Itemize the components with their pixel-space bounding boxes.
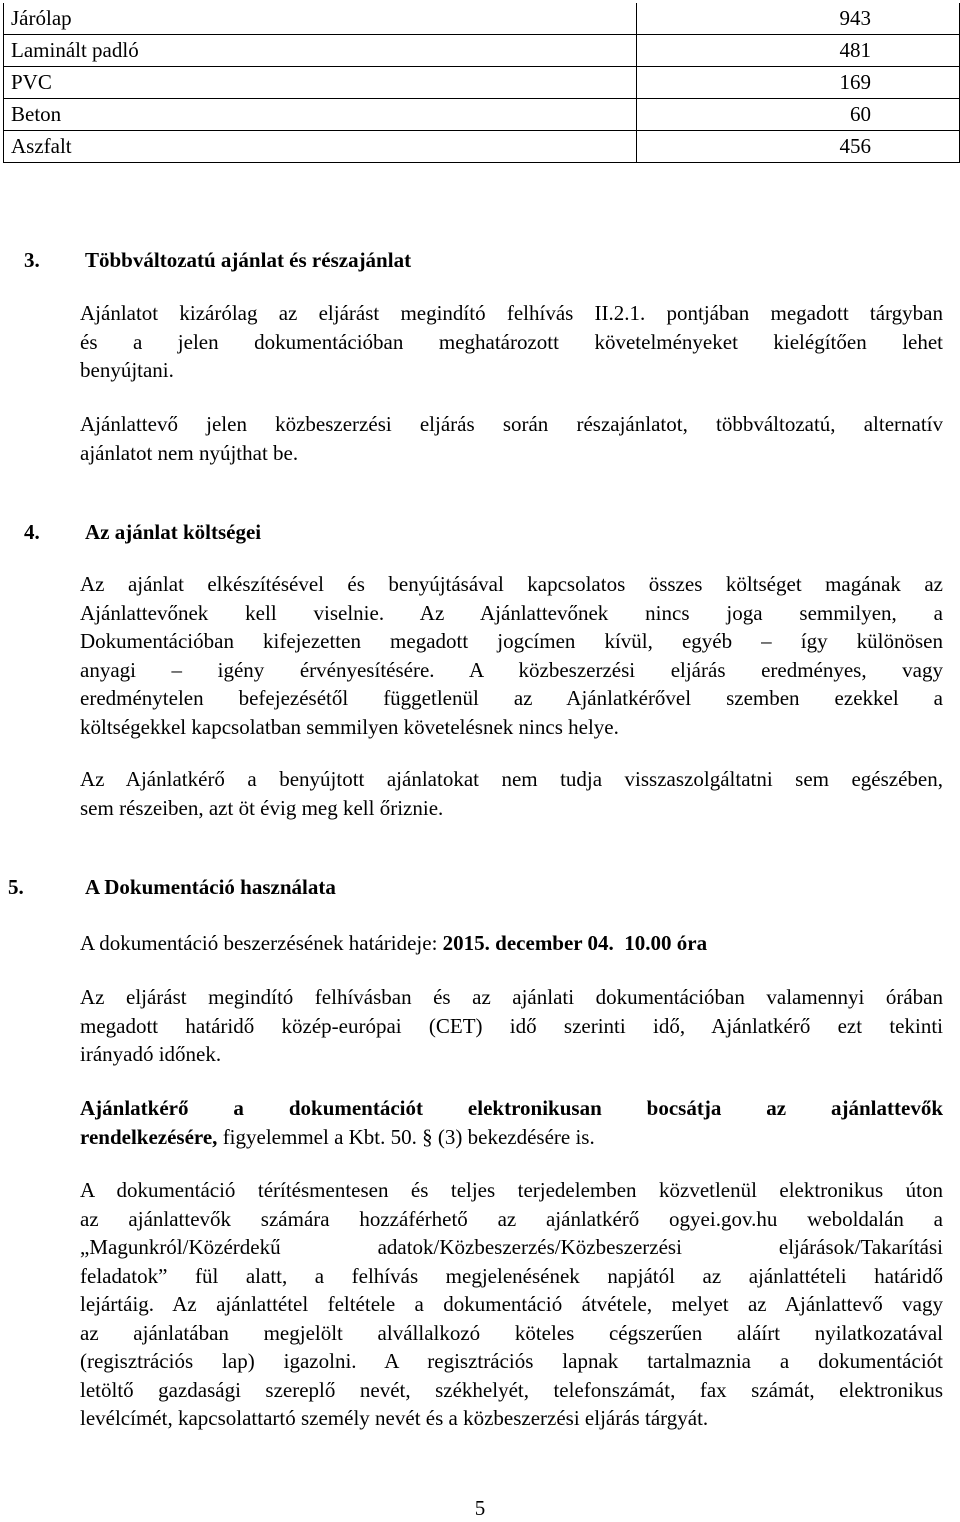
section-3-paragraph-1 bbox=[80, 299, 943, 385]
section-title: Az ajánlat költségei bbox=[85, 520, 262, 544]
bold-text: rendelkezésére, bbox=[80, 1124, 218, 1149]
plain-text: figyelemmel a Kbt. 50. § (3) bekezdésére is. bbox=[217, 1124, 595, 1149]
table-row bbox=[4, 3, 960, 35]
text-line: sem részeiben, azt öt évig meg kell őriznie. bbox=[80, 795, 444, 820]
table-row bbox=[4, 131, 960, 163]
text-line: benyújtani. bbox=[80, 358, 174, 382]
text-line: Az eljárást megindító felhívásban és az ajánlati dokumentációban valamennyi órában bbox=[80, 985, 943, 1009]
table-cell-name: Járólap bbox=[4, 3, 637, 35]
section-number: 3. bbox=[24, 248, 40, 272]
deadline-value: 2015. december 04. 10.00 óra bbox=[442, 931, 708, 955]
table-row bbox=[4, 67, 960, 99]
text-line: Ajánlatot kizárólag az eljárást megindító felhívás II.2.1. pontjában megadott tárgyban bbox=[80, 301, 943, 325]
text-line: lejártáig. Az ajánlattétel feltétele a dokumentáció átvétele, melyet az Ajánlattevő vagy bbox=[80, 1292, 943, 1316]
section-4-paragraph-2 bbox=[80, 765, 943, 822]
section-number: 4. bbox=[24, 520, 40, 544]
text-line: A dokumentáció térítésmentesen és teljes terjedelemben közvetlenül elektronikus úton bbox=[80, 1178, 943, 1202]
text-line: Az Ajánlatkérő a benyújtott ajánlatokat nem tudja visszaszolgáltatni sem egészében, bbox=[80, 767, 943, 791]
section-5-paragraph-3 bbox=[80, 1094, 943, 1151]
table-cell-value: 481 bbox=[636, 35, 959, 67]
text-line: levélcímét, kapcsolattartó személy nevét és a közbeszerzési eljárás tárgyát. bbox=[80, 1406, 709, 1430]
text-line: költségekkel kapcsolatban semmilyen követelésnek nincs helye. bbox=[80, 714, 619, 739]
table-row bbox=[4, 99, 960, 131]
text-line: anyagi – igény érvényesítésére. A közbeszerzési eljárás eredményes, vagy bbox=[80, 657, 943, 682]
material-table bbox=[3, 3, 960, 163]
text-line: feladatok” fül alatt, a felhívás megjelenésének napjától az ajánlattételi határidő bbox=[80, 1263, 943, 1288]
text-line: Ajánlatkérő a dokumentációt elektronikusan bocsátja az ajánlattevők bbox=[80, 1096, 943, 1120]
text-line: (regisztrációs lap) igazolni. A regisztrációs lapnak tartalmaznia a dokumentációt bbox=[80, 1349, 943, 1373]
text-line: ajánlatot nem nyújthat be. bbox=[80, 440, 299, 465]
text-line: és a jelen dokumentációban meghatározott követelményeket kielégítően lehet bbox=[80, 329, 943, 354]
text-line: letöltő gazdasági szereplő nevét, székhelyét, telefonszámát, fax számát, elektronikus bbox=[80, 1377, 943, 1402]
table-cell-name: Laminált padló bbox=[4, 35, 637, 67]
section-5-paragraph-2 bbox=[80, 983, 943, 1069]
text-line: eredménytelen befejezésétől függetlenül az Ajánlatkérővel szemben ezekkel a bbox=[80, 686, 943, 710]
text-line: Az ajánlat elkészítésével és benyújtásával kapcsolatos összes költséget magának az bbox=[80, 572, 943, 596]
text-line: Dokumentációban kifejezetten megadott jogcímen kívül, egyéb – így különösen bbox=[80, 629, 943, 653]
text-line: irányadó időnek. bbox=[80, 1042, 222, 1066]
section-4-paragraph-1 bbox=[80, 570, 943, 741]
text-line: az ajánlattevők számára hozzáférhető az ajánlatkérő ogyei.gov.hu weboldalán a bbox=[80, 1206, 943, 1231]
table-cell-name: Beton bbox=[4, 99, 637, 131]
section-title: A Dokumentáció használata bbox=[85, 875, 336, 899]
text-line: az ajánlatában megjelölt alvállalkozó köteles cégszerűen aláírt nyilatkozatával bbox=[80, 1320, 943, 1345]
section-3-paragraph-2 bbox=[80, 410, 943, 467]
table-row bbox=[4, 35, 960, 67]
text-line bbox=[80, 1123, 943, 1152]
table-cell-value: 456 bbox=[636, 131, 959, 163]
section-title: Többváltozatú ajánlat és részajánlat bbox=[85, 248, 412, 272]
text-line: Ajánlattevő jelen közbeszerzési eljárás során részajánlatot, többváltozatú, alternatív bbox=[80, 412, 943, 436]
text-line: „Magunkról/Közérdekű adatok/Közbeszerzés/Közbeszerzési eljárások/Takarítási bbox=[80, 1235, 943, 1259]
page-number: 5 bbox=[474, 1496, 486, 1520]
table-cell-name: PVC bbox=[4, 67, 637, 99]
section-number: 5. bbox=[8, 875, 24, 899]
text-line: Ajánlattevőnek kell viselnie. Az Ajánlattevőnek nincs joga semmilyen, a bbox=[80, 600, 943, 625]
table-cell-value: 169 bbox=[636, 67, 959, 99]
table-cell-name: Aszfalt bbox=[4, 131, 637, 163]
table-cell-value: 60 bbox=[636, 99, 959, 131]
deadline-label: A dokumentáció beszerzésének határideje: bbox=[80, 931, 443, 955]
section-5-paragraph-4 bbox=[80, 1176, 943, 1433]
table-cell-value: 943 bbox=[636, 3, 959, 35]
deadline-paragraph bbox=[80, 929, 943, 958]
text-line: megadott határidő közép-európai (CET) idő szerinti idő, Ajánlatkérő ezt tekinti bbox=[80, 1013, 943, 1038]
text-line bbox=[80, 929, 943, 958]
